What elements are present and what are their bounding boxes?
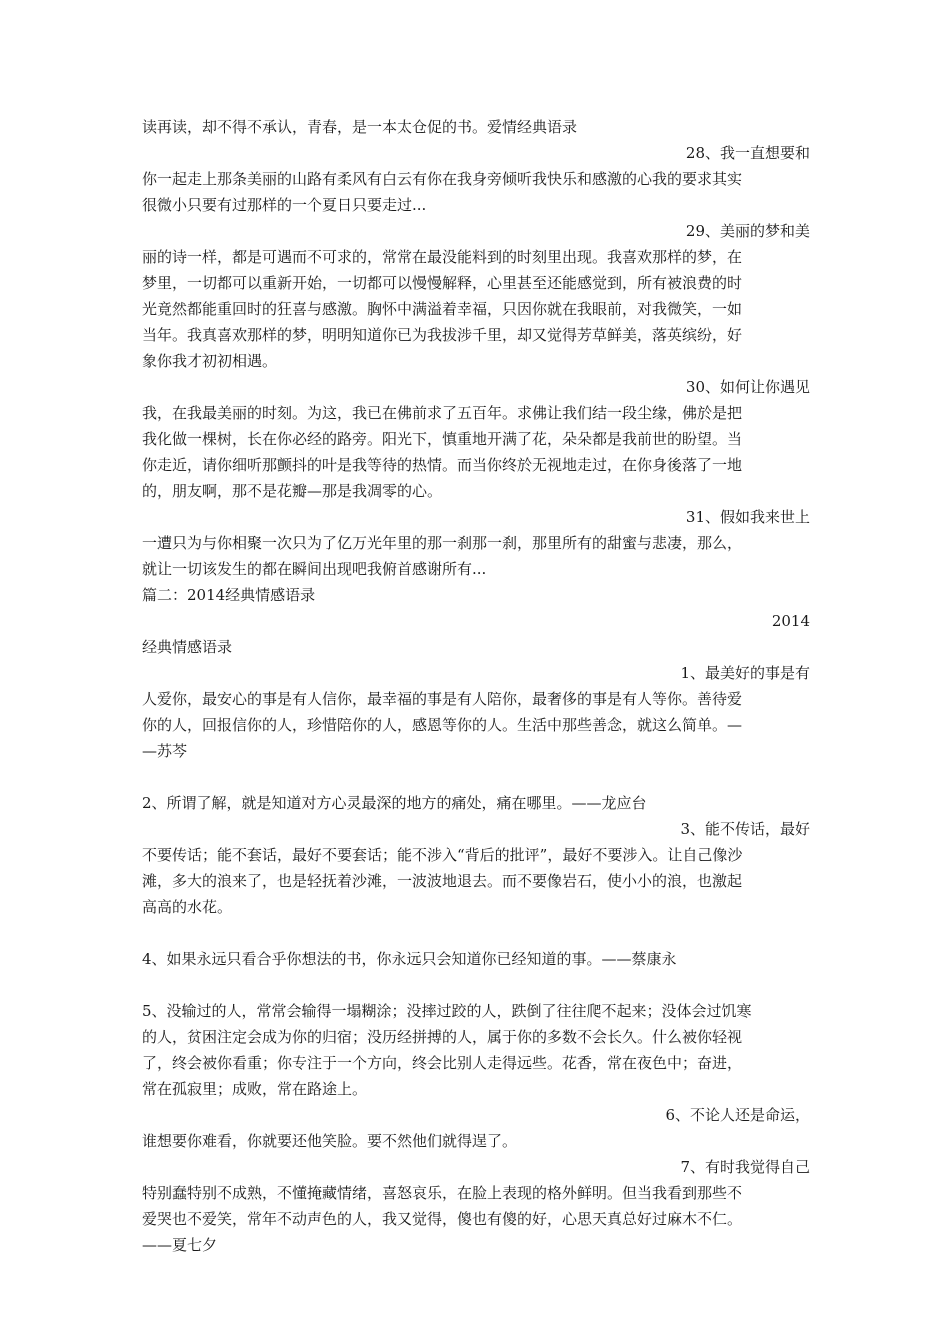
text-line: 当年。我真喜欢那样的梦，明明知道你已为我拔涉千里，却又觉得芳草鲜美，落英缤纷，好 <box>142 326 743 344</box>
text-line: 常在孤寂里；成败，常在路途上。 <box>142 1080 368 1098</box>
text-line: 高高的水花。 <box>142 898 233 916</box>
text-line: 你的人，回报信你的人，珍惜陪你的人，感恩等你的人。生活中那些善念，就这么简单。— <box>142 716 743 734</box>
text-line: 的人，贫困注定会成为你的归宿；没历经拼搏的人，属于你的多数不会长久。什么被你轻视 <box>142 1028 743 1046</box>
text-line: 特别蠢特别不成熟，不懂掩藏情绪，喜怒哀乐，在脸上表现的格外鲜明。但当我看到那些不 <box>142 1184 743 1202</box>
item-number-line: 3、能不传话，最好 <box>680 820 810 838</box>
text-line: 爱哭也不爱笑，常年不动声色的人，我又觉得，傻也有傻的好，心思天真总好过麻木不仁。 <box>142 1210 743 1228</box>
section-heading: 篇二：2014经典情感语录 <box>142 586 316 604</box>
text-line: 的，朋友啊，那不是花瓣—那是我凋零的心。 <box>142 482 443 500</box>
text-line: 光竟然都能重回时的狂喜与感激。胸怀中满溢着幸福，只因你就在我眼前，对我微笑，一如 <box>142 300 743 318</box>
text-line: 一遭只为与你相聚一次只为了亿万光年里的那一刹那一刹，那里所有的甜蜜与悲凄，那么， <box>142 534 743 552</box>
text-line: 你走近，请你细听那颤抖的叶是我等待的热情。而当你终於无视地走过，在你身後落了一地 <box>142 456 743 474</box>
item-number-line: 6、不论人还是命运， <box>665 1106 810 1124</box>
section-title: 经典情感语录 <box>142 638 233 656</box>
text-line: 我化做一棵树，长在你必经的路旁。阳光下，慎重地开满了花，朵朵都是我前世的盼望。当 <box>142 430 743 448</box>
text-line: 象你我才初初相遇。 <box>142 352 278 370</box>
text-line: 不要传话；能不套话，最好不要套话；能不涉入“背后的批评”，最好不要涉入。让自己像沙 <box>142 846 743 864</box>
text-line: 我，在我最美丽的时刻。为这，我已在佛前求了五百年。求佛让我们结一段尘缘，佛於是把 <box>142 404 743 422</box>
text-line: ——夏七夕 <box>142 1236 218 1254</box>
item-number-line: 31、假如我来世上 <box>685 508 810 526</box>
text-line: 就让一切该发生的都在瞬间出现吧我俯首感谢所有... <box>142 560 487 578</box>
text-line: 谁想要你难看，你就要还他笑脸。要不然他们就得逞了。 <box>142 1132 518 1150</box>
item-number-line: 28、我一直想要和 <box>685 144 810 162</box>
text-line: 4、如果永远只看合乎你想法的书，你永远只会知道你已经知道的事。——蔡康永 <box>142 950 677 968</box>
text-line: 很微小只要有过那样的一个夏日只要走过... <box>142 196 427 214</box>
text-line: 丽的诗一样，都是可遇而不可求的，常常在最没能料到的时刻里出现。我喜欢那样的梦，在 <box>142 248 743 266</box>
item-number-line: 30、如何让你遇见 <box>685 378 810 396</box>
text-line: 人爱你，最安心的事是有人信你，最幸福的事是有人陪你，最奢侈的事是有人等你。善待爱 <box>142 690 743 708</box>
text-line: 梦里，一切都可以重新开始，一切都可以慢慢解释，心里甚至还能感觉到，所有被浪费的时 <box>142 274 743 292</box>
text-line: 5、没输过的人，常常会输得一塌糊涂；没摔过跤的人，跌倒了往往爬不起来；没体会过饥寒 <box>142 1002 752 1020</box>
item-number-line: 7、有时我觉得自己 <box>680 1158 810 1176</box>
text-line: 滩，多大的浪来了，也是轻抚着沙滩，一波波地退去。而不要像岩石，使小小的浪，也激起 <box>142 872 743 890</box>
year-line: 2014 <box>771 612 810 630</box>
item-number-line: 1、最美好的事是有 <box>680 664 810 682</box>
text-line: 你一起走上那条美丽的山路有柔风有白云有你在我身旁倾听我快乐和感激的心我的要求其实 <box>142 170 743 188</box>
item-number-line: 29、美丽的梦和美 <box>685 222 810 240</box>
text-line: 了，终会被你看重；你专注于一个方向，终会比别人走得远些。花香，常在夜色中；奋进， <box>142 1054 743 1072</box>
text-line: 读再读，却不得不承认，青春，是一本太仓促的书。爱情经典语录 <box>142 118 578 136</box>
text-line: 2、所谓了解，就是知道对方心灵最深的地方的痛处，痛在哪里。——龙应台 <box>142 794 647 812</box>
text-line: —苏芩 <box>142 742 188 760</box>
